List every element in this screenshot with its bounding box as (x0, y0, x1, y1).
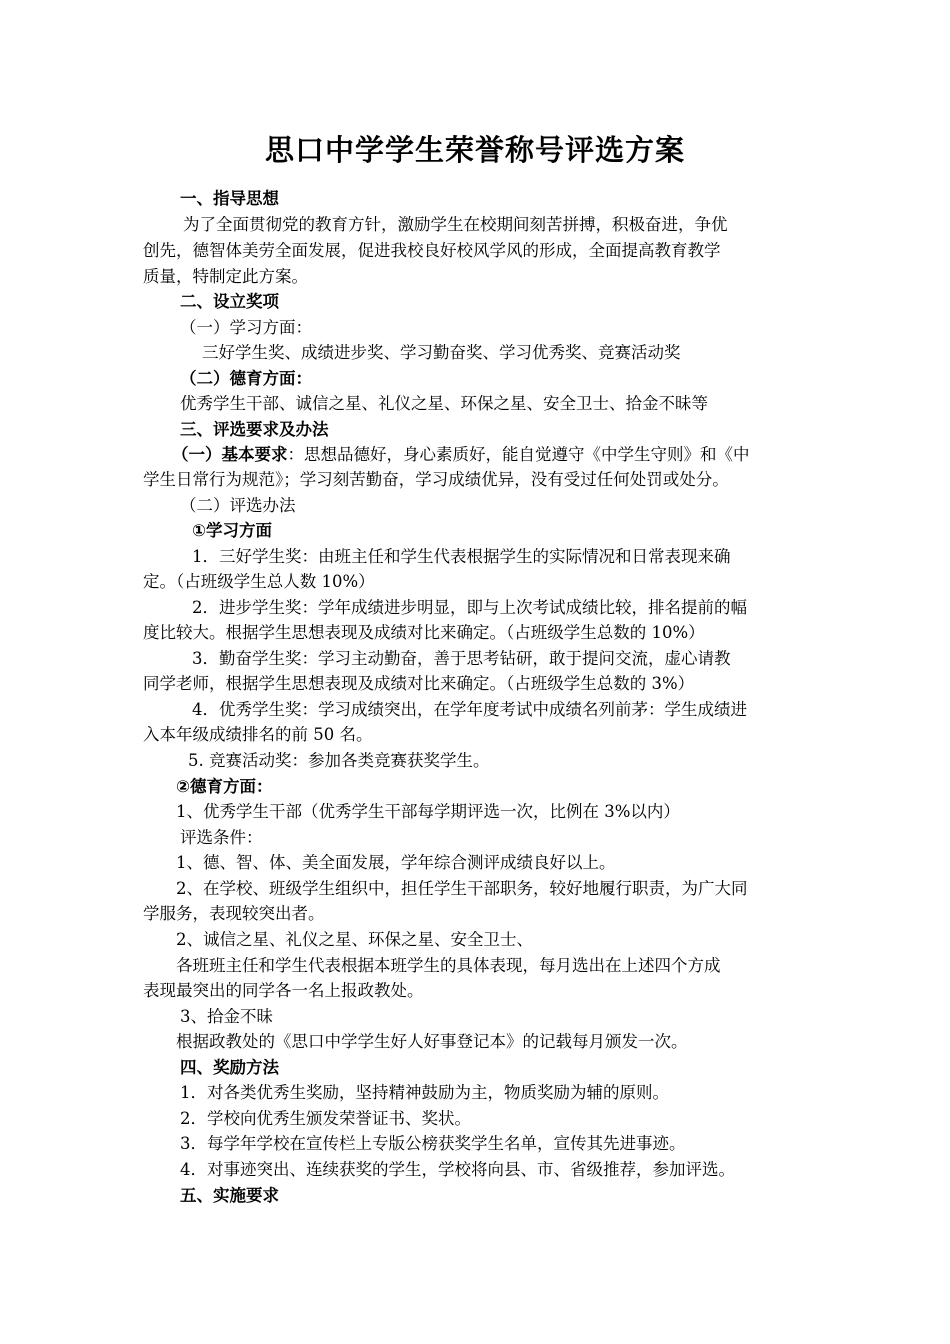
list-item: 优秀学生干部、诚信之星、礼仪之星、环保之星、安全卫士、拾金不昧等 (180, 394, 708, 413)
basic-requirement-text: ：思想品德好，身心素质好，能自觉遵守《中学生守则》和《中 (287, 445, 750, 464)
paragraph-line: 创先，德智体美劳全面发展，促进我校良好校风学风的形成，全面提高教育教学 (143, 241, 721, 260)
paragraph-line: 各班班主任和学生代表根据本班学生的具体表现，每月选出在上述四个方成 (176, 956, 721, 975)
paragraph-line: 4．优秀学生奖：学习成绩突出，在学年度考试中成绩名列前茅：学生成绩进 (192, 700, 747, 719)
list-item: 1．对各类优秀生奖励，坚持精神鼓励为主，物质奖励为辅的原则。 (180, 1083, 669, 1102)
subheading: （一）学习方面： (180, 318, 312, 337)
list-item: 2．学校向优秀生颁发荣誉证书、奖状。 (180, 1109, 471, 1128)
paragraph-line: 质量，特制定此方案。 (143, 267, 308, 286)
paragraph-line: 入本年级成绩排名的前 50 名。 (143, 725, 373, 744)
paragraph-line: 3、拾金不昧 (180, 1007, 273, 1026)
subheading: （二）德育方面： (180, 369, 312, 388)
paragraph-line: 度比较大。根据学生思想表现及成绩对比来确定。（占班级学生总数的 10%） (143, 623, 705, 642)
list-item: 4．对事迹突出、连续获奖的学生，学校将向县、市、省级推荐，参加评选。 (180, 1160, 735, 1179)
paragraph-line: 评选条件： (180, 828, 263, 847)
paragraph-line: 表现最突出的同学各一名上报政教处。 (143, 981, 424, 1000)
subheading: （二）评选办法 (180, 496, 296, 515)
paragraph-line: 1、德、智、体、美全面发展，学年综合测评成绩良好以上。 (176, 853, 616, 872)
paragraph-line (172, 442, 750, 468)
page-title: 思口中学学生荣誉称号评选方案 (264, 133, 685, 167)
paragraph-line: 5. 竞赛活动奖：参加各类竞赛获奖学生。 (188, 751, 490, 770)
section-3-heading: 三、评选要求及办法 (180, 420, 329, 439)
section-4-heading: 四、奖励方法 (180, 1058, 279, 1077)
subheading: ②德育方面： (176, 777, 273, 796)
subheading: ①学习方面 (192, 521, 272, 540)
paragraph-line: 2、诚信之星、礼仪之星、环保之星、安全卫士、 (176, 930, 533, 949)
paragraph-line: 同学老师，根据学生思想表现及成绩对比来确定。（占班级学生总数的 3%） (143, 674, 695, 693)
paragraph-line: 2．进步学生奖：学年成绩进步明显，即与上次考试成绩比较，排名提前的幅 (192, 598, 747, 617)
section-5-heading: 五、实施要求 (180, 1186, 279, 1205)
paragraph-line: 学生日常行为规范》；学习刻苦勤奋，学习成绩优异，没有受过任何处罚或处分。 (143, 470, 729, 489)
basic-requirement-label: （一）基本要求 (172, 445, 288, 464)
paragraph-line: 学服务，表现较突出者。 (143, 904, 325, 923)
paragraph-line: 2、在学校、班级学生组织中，担任学生干部职务，较好地履行职责，为广大同 (176, 879, 748, 898)
paragraph-line: 1．三好学生奖：由班主任和学生代表根据学生的实际情况和日常表现来确 (192, 547, 731, 566)
paragraph-line: 定。（占班级学生总人数 10%） (143, 572, 375, 591)
list-item: 3．每学年学校在宣传栏上专版公榜获奖学生名单，宣传其先进事迹。 (180, 1134, 686, 1153)
list-item: 三好学生奖、成绩进步奖、学习勤奋奖、学习优秀奖、竞赛活动奖 (202, 343, 681, 362)
paragraph-line: 根据政教处的《思口中学学生好人好事登记本》的记载每月颁发一次。 (176, 1032, 688, 1051)
paragraph-line: 为了全面贯彻党的教育方针，激励学生在校期间刻苦拼搏，积极奋进，争优 (183, 215, 728, 234)
section-1-heading: 一、指导思想 (180, 189, 279, 208)
section-2-heading: 二、设立奖项 (180, 292, 279, 311)
paragraph-line: 1、优秀学生干部（优秀学生干部每学期评选一次，比例在 3%以内） (176, 802, 680, 821)
paragraph-line: 3．勤奋学生奖：学习主动勤奋，善于思考钻研，敢于提问交流，虚心请教 (192, 649, 731, 668)
